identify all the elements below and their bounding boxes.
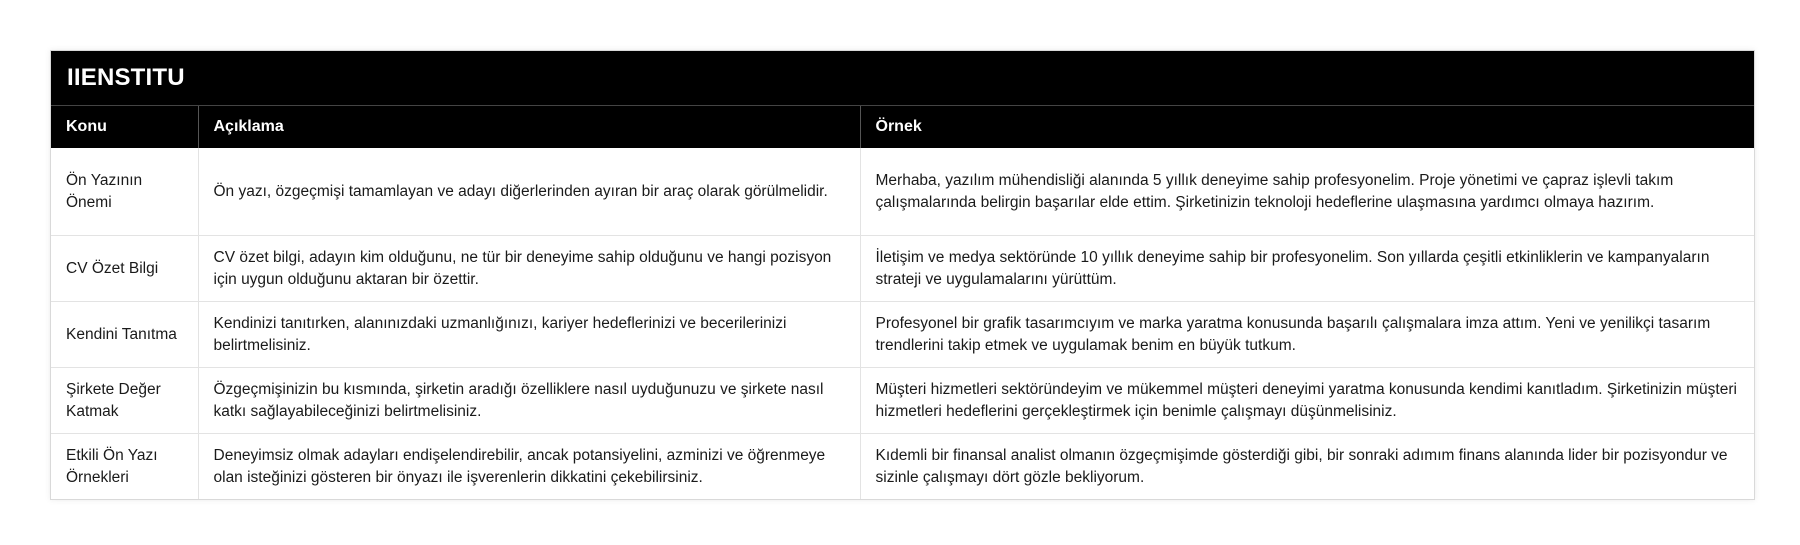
cell-topic: Kendini Tanıtma: [51, 302, 198, 368]
cell-description: Özgeçmişinizin bu kısmında, şirketin aradığı özelliklere nasıl uyduğunuzu ve şirkete nasıl katkı sağlayabileceğinizi belirtmelisiniz.: [198, 368, 860, 434]
cell-description: Ön yazı, özgeçmişi tamamlayan ve adayı diğerlerinden ayıran bir araç olarak görülmelidir.: [198, 148, 860, 236]
data-table: [51, 106, 1754, 499]
table-row: [51, 236, 1754, 302]
column-header-topic: Konu: [51, 106, 198, 148]
cell-example: Profesyonel bir grafik tasarımcıyım ve marka yaratma konusunda başarılı çalışmalara imza attım. Yeni ve yenilikçi tasarım trendlerini takip etmek ve uygulamak benim en büyük tutkum.: [860, 302, 1754, 368]
cell-description: Deneyimsiz olmak adayları endişelendirebilir, ancak potansiyelini, azminizi ve öğrenmeye olan isteğinizi gösteren bir önyazı ile işverenlerin dikkatini çekebilirsiniz.: [198, 434, 860, 500]
column-header-example: Örnek: [860, 106, 1754, 148]
content-table-card: [50, 50, 1755, 500]
cell-example: İletişim ve medya sektöründe 10 yıllık deneyime sahip bir profesyonelim. Son yıllarda çeşitli etkinliklerin ve kampanyaların strateji ve uygulamalarını yürüttüm.: [860, 236, 1754, 302]
table-row: [51, 434, 1754, 500]
cell-topic: Etkili Ön Yazı Örnekleri: [51, 434, 198, 500]
cell-example: Kıdemli bir finansal analist olmanın özgeçmişimde gösterdiği gibi, bir sonraki adımım finans alanında lider bir pozisyondur ve sizinle çalışmayı dört gözle bekliyorum.: [875, 446, 1728, 486]
cell-description: CV özet bilgi, adayın kim olduğunu, ne tür bir deneyime sahip olduğunu ve hangi pozisyon için uygun olduğunu aktaran bir özettir.: [198, 236, 860, 302]
column-header-description: Açıklama: [198, 106, 860, 148]
table-title: IIENSTITU: [51, 51, 1754, 106]
cell-example: Merhaba, yazılım mühendisliği alanında 5 yıllık deneyime sahip profesyonelim. Proje yönetimi ve çapraz işlevli takım çalışmalarında belirgin başarılar elde ettim. Şirketinizin teknoloji hedeflerine ulaşmasına yardımcı olmaya hazırım.: [860, 148, 1754, 236]
cell-description: Kendinizi tanıtırken, alanınızdaki uzmanlığınızı, kariyer hedeflerinizi ve becerilerinizi belirtmelisiniz.: [198, 302, 860, 368]
header-row: [51, 106, 1754, 148]
cell-topic: Şirkete Değer Katmak: [51, 368, 198, 434]
table-row: [51, 302, 1754, 368]
cell-example: Müşteri hizmetleri sektöründeyim ve mükemmel müşteri deneyimi yaratma konusunda kendimi kanıtladım. Şirketinizin müşteri hizmetleri hedeflerini gerçekleştirmek için benimle çalışmayı düşünmelisiniz.: [860, 368, 1754, 434]
cell-topic: CV Özet Bilgi: [51, 236, 198, 302]
table-row: [51, 148, 1754, 236]
table-row: [51, 368, 1754, 434]
cell-topic: Ön Yazının Önemi: [51, 148, 198, 236]
